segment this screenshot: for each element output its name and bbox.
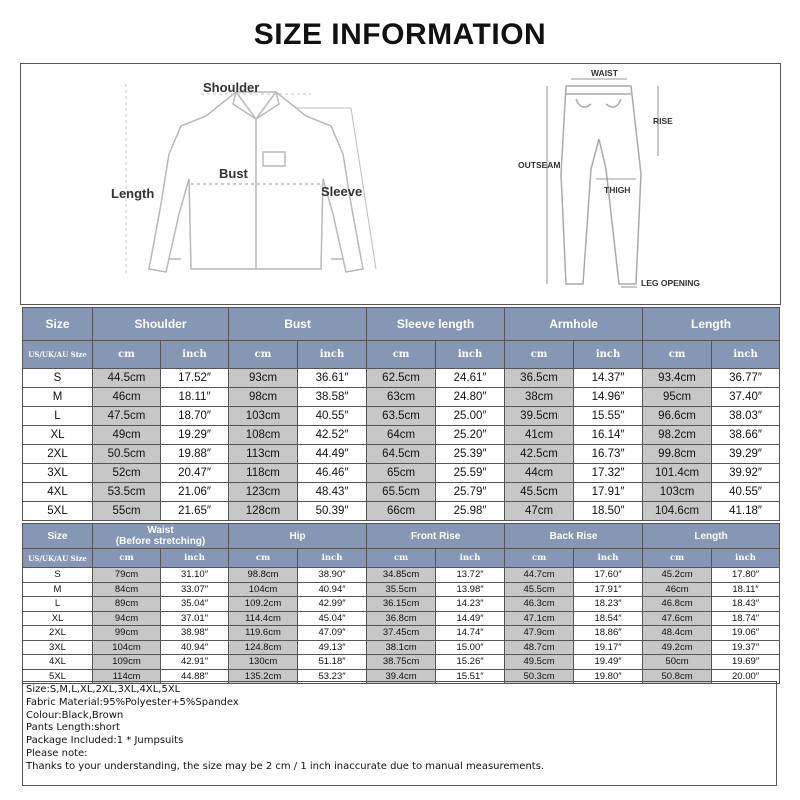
front-rise-header: Front Rise <box>367 524 505 549</box>
size-cell: 5XL <box>23 669 93 684</box>
cm-cell: 98.8cm <box>229 568 298 583</box>
inch-cell: 19.37″ <box>712 640 780 655</box>
cm-cell: 45.5cm <box>505 483 574 502</box>
table-row <box>23 640 780 655</box>
cm-cell: 119.6cm <box>229 626 298 641</box>
inch-cell: 14.37″ <box>574 369 643 388</box>
shirt-drawing <box>149 92 363 272</box>
inch-cell: 42.99″ <box>298 597 367 612</box>
inch-cell: 18.70″ <box>161 407 229 426</box>
cm-cell: 104cm <box>229 582 298 597</box>
inch-cell: 25.20″ <box>436 426 505 445</box>
inch-cell: 40.55″ <box>298 407 367 426</box>
length-header: Length <box>643 524 780 549</box>
cm-cell: 46.8cm <box>643 597 712 612</box>
garment-diagram <box>21 64 780 304</box>
inch-cell: 17.80″ <box>712 568 780 583</box>
inch-cell: 19.80″ <box>574 669 643 684</box>
inch-cell: 17.52″ <box>161 369 229 388</box>
unit-inch: inch <box>712 549 780 568</box>
cm-cell: 114.4cm <box>229 611 298 626</box>
waist-label: WAIST <box>591 68 618 78</box>
size-cell: 4XL <box>23 483 93 502</box>
cm-cell: 114cm <box>93 669 161 684</box>
unit-inch: inch <box>161 549 229 568</box>
unit-inch: inch <box>574 549 643 568</box>
cm-cell: 65cm <box>367 464 436 483</box>
table-row <box>23 388 780 407</box>
inch-cell: 51.18″ <box>298 655 367 670</box>
inch-cell: 25.00″ <box>436 407 505 426</box>
waist-header-note: (Before stretching) <box>115 536 206 547</box>
table-row <box>23 426 780 445</box>
inch-cell: 37.01″ <box>161 611 229 626</box>
inch-cell: 24.61″ <box>436 369 505 388</box>
outseam-label: OUTSEAM <box>518 160 561 170</box>
cm-cell: 66cm <box>367 502 436 521</box>
cm-cell: 99.8cm <box>643 445 712 464</box>
note-line: Size:S,M,L,XL,2XL,3XL,4XL,5XL <box>26 684 181 695</box>
cm-cell: 96.6cm <box>643 407 712 426</box>
region-size-header: US/UK/AU Size <box>23 549 93 568</box>
note-line: Thanks to your understanding, the size may be 2 cm / 1 inch inaccurate due to manual measurements. <box>26 760 545 772</box>
cm-cell: 95cm <box>643 388 712 407</box>
cm-cell: 47.9cm <box>505 626 574 641</box>
cm-cell: 113cm <box>229 445 298 464</box>
inch-cell: 19.69″ <box>712 655 780 670</box>
note-line: Package Included:1 * Jumpsuits <box>26 735 184 747</box>
unit-cm: cm <box>367 549 436 568</box>
sleeve-length-header: Sleeve length <box>367 308 505 341</box>
inch-cell: 19.29″ <box>161 426 229 445</box>
size-cell: S <box>23 568 93 583</box>
cm-cell: 64.5cm <box>367 445 436 464</box>
cm-cell: 124.8cm <box>229 640 298 655</box>
inch-cell: 18.86″ <box>574 626 643 641</box>
inch-cell: 19.49″ <box>574 655 643 670</box>
region-size-header: US/UK/AU Size <box>23 341 93 369</box>
unit-cm: cm <box>643 341 712 369</box>
inch-cell: 13.98″ <box>436 582 505 597</box>
cm-cell: 93.4cm <box>643 369 712 388</box>
cm-cell: 63cm <box>367 388 436 407</box>
size-cell: 3XL <box>23 464 93 483</box>
size-header: Size <box>23 308 93 341</box>
unit-cm: cm <box>93 341 161 369</box>
inch-cell: 44.88″ <box>161 669 229 684</box>
unit-inch: inch <box>712 341 780 369</box>
size-cell: S <box>23 369 93 388</box>
cm-cell: 47cm <box>505 502 574 521</box>
inch-cell: 18.23″ <box>574 597 643 612</box>
cm-cell: 48.4cm <box>643 626 712 641</box>
table-row <box>23 502 780 521</box>
size-cell: XL <box>23 426 93 445</box>
inch-cell: 33.07″ <box>161 582 229 597</box>
table-row <box>23 407 780 426</box>
thigh-label: THIGH <box>604 185 631 195</box>
table-row <box>23 655 780 670</box>
table-row <box>23 483 780 502</box>
cm-cell: 99cm <box>93 626 161 641</box>
inch-cell: 36.77″ <box>712 369 780 388</box>
cm-cell: 50.3cm <box>505 669 574 684</box>
unit-inch: inch <box>436 341 505 369</box>
cm-cell: 65.5cm <box>367 483 436 502</box>
cm-cell: 36.15cm <box>367 597 436 612</box>
cm-cell: 38.1cm <box>367 640 436 655</box>
cm-cell: 55cm <box>93 502 161 521</box>
top-table-body <box>23 369 780 521</box>
cm-cell: 36.5cm <box>505 369 574 388</box>
unit-inch: inch <box>298 341 367 369</box>
cm-cell: 49cm <box>93 426 161 445</box>
bottom-table-unit-header <box>23 549 780 568</box>
inch-cell: 37.40″ <box>712 388 780 407</box>
unit-cm: cm <box>93 549 161 568</box>
cm-cell: 104.6cm <box>643 502 712 521</box>
inch-cell: 15.00″ <box>436 640 505 655</box>
inch-cell: 38.03″ <box>712 407 780 426</box>
size-cell: 5XL <box>23 502 93 521</box>
inch-cell: 45.04″ <box>298 611 367 626</box>
inch-cell: 41.18″ <box>712 502 780 521</box>
inch-cell: 49.13″ <box>298 640 367 655</box>
cm-cell: 108cm <box>229 426 298 445</box>
page-title: SIZE INFORMATION <box>253 18 547 51</box>
inch-cell: 14.49″ <box>436 611 505 626</box>
inch-cell: 18.43″ <box>712 597 780 612</box>
inch-cell: 20.00″ <box>712 669 780 684</box>
cm-cell: 98.2cm <box>643 426 712 445</box>
unit-cm: cm <box>367 341 436 369</box>
cm-cell: 135.2cm <box>229 669 298 684</box>
unit-inch: inch <box>574 341 643 369</box>
cm-cell: 44.5cm <box>93 369 161 388</box>
bust-header: Bust <box>229 308 367 341</box>
inch-cell: 17.91″ <box>574 582 643 597</box>
inch-cell: 25.59″ <box>436 464 505 483</box>
inch-cell: 20.47″ <box>161 464 229 483</box>
note-line: Colour:Black,Brown <box>26 709 124 721</box>
armhole-header: Armhole <box>505 308 643 341</box>
table-row <box>23 369 780 388</box>
inch-cell: 42.91″ <box>161 655 229 670</box>
inch-cell: 35.04″ <box>161 597 229 612</box>
shoulder-label: Shoulder <box>203 80 260 95</box>
inch-cell: 21.06″ <box>161 483 229 502</box>
inch-cell: 53.23″ <box>298 669 367 684</box>
sleeve-label: Sleeve <box>321 184 363 199</box>
inch-cell: 17.91″ <box>574 483 643 502</box>
inch-cell: 14.96″ <box>574 388 643 407</box>
inch-cell: 44.49″ <box>298 445 367 464</box>
size-cell: L <box>23 407 93 426</box>
table-row <box>23 568 780 583</box>
cm-cell: 130cm <box>229 655 298 670</box>
cm-cell: 44cm <box>505 464 574 483</box>
table-row <box>23 611 780 626</box>
size-cell: M <box>23 388 93 407</box>
cm-cell: 46cm <box>93 388 161 407</box>
note-line: Please note: <box>26 747 88 759</box>
inch-cell: 36.61″ <box>298 369 367 388</box>
top-table-unit-header <box>23 341 780 369</box>
cm-cell: 41cm <box>505 426 574 445</box>
cm-cell: 35.5cm <box>367 582 436 597</box>
cm-cell: 63.5cm <box>367 407 436 426</box>
size-cell: 3XL <box>23 640 93 655</box>
rise-label: RISE <box>653 116 673 126</box>
inch-cell: 46.46″ <box>298 464 367 483</box>
cm-cell: 39.5cm <box>505 407 574 426</box>
bottom-size-table <box>22 523 780 684</box>
cm-cell: 46cm <box>643 582 712 597</box>
inch-cell: 25.98″ <box>436 502 505 521</box>
unit-cm: cm <box>505 549 574 568</box>
note-line: Fabric Material:95%Polyester+5%Spandex <box>26 696 239 708</box>
bottom-table-body <box>23 568 780 684</box>
inch-cell: 18.50″ <box>574 502 643 521</box>
top-size-table <box>22 307 780 521</box>
inch-cell: 40.94″ <box>161 640 229 655</box>
unit-cm: cm <box>643 549 712 568</box>
inch-cell: 47.09″ <box>298 626 367 641</box>
cm-cell: 50.8cm <box>643 669 712 684</box>
inch-cell: 24.80″ <box>436 388 505 407</box>
cm-cell: 52cm <box>93 464 161 483</box>
inch-cell: 40.94″ <box>298 582 367 597</box>
inch-cell: 15.51″ <box>436 669 505 684</box>
leg-opening-label: LEG OPENING <box>641 278 701 288</box>
cm-cell: 50.5cm <box>93 445 161 464</box>
cm-cell: 98cm <box>229 388 298 407</box>
inch-cell: 18.74″ <box>712 611 780 626</box>
inch-cell: 15.55″ <box>574 407 643 426</box>
cm-cell: 44.7cm <box>505 568 574 583</box>
inch-cell: 42.52″ <box>298 426 367 445</box>
cm-cell: 103cm <box>229 407 298 426</box>
cm-cell: 103cm <box>643 483 712 502</box>
inch-cell: 19.17″ <box>574 640 643 655</box>
inch-cell: 38.98″ <box>161 626 229 641</box>
length-label: Length <box>111 186 155 201</box>
hip-header: Hip <box>229 524 367 549</box>
inch-cell: 40.55″ <box>712 483 780 502</box>
inch-cell: 18.11″ <box>712 582 780 597</box>
cm-cell: 84cm <box>93 582 161 597</box>
inch-cell: 14.23″ <box>436 597 505 612</box>
inch-cell: 19.88″ <box>161 445 229 464</box>
inch-cell: 18.54″ <box>574 611 643 626</box>
cm-cell: 38.75cm <box>367 655 436 670</box>
inch-cell: 50.39″ <box>298 502 367 521</box>
cm-cell: 37.45cm <box>367 626 436 641</box>
back-rise-header: Back Rise <box>505 524 643 549</box>
inch-cell: 25.79″ <box>436 483 505 502</box>
inch-cell: 31.10″ <box>161 568 229 583</box>
inch-cell: 15.26″ <box>436 655 505 670</box>
cm-cell: 42.5cm <box>505 445 574 464</box>
table-row <box>23 626 780 641</box>
cm-cell: 109.2cm <box>229 597 298 612</box>
unit-inch: inch <box>298 549 367 568</box>
size-cell: 2XL <box>23 445 93 464</box>
unit-inch: inch <box>436 549 505 568</box>
cm-cell: 104cm <box>93 640 161 655</box>
cm-cell: 47.6cm <box>643 611 712 626</box>
inch-cell: 38.58″ <box>298 388 367 407</box>
size-cell: 4XL <box>23 655 93 670</box>
cm-cell: 79cm <box>93 568 161 583</box>
size-header: Size <box>23 524 93 549</box>
inch-cell: 13.72″ <box>436 568 505 583</box>
length-header: Length <box>643 308 780 341</box>
cm-cell: 53.5cm <box>93 483 161 502</box>
size-cell: 2XL <box>23 626 93 641</box>
cm-cell: 89cm <box>93 597 161 612</box>
unit-inch: inch <box>161 341 229 369</box>
cm-cell: 45.2cm <box>643 568 712 583</box>
inch-cell: 17.60″ <box>574 568 643 583</box>
cm-cell: 34.85cm <box>367 568 436 583</box>
cm-cell: 109cm <box>93 655 161 670</box>
inch-cell: 16.14″ <box>574 426 643 445</box>
unit-cm: cm <box>229 549 298 568</box>
measurement-illustration <box>20 63 781 305</box>
cm-cell: 64cm <box>367 426 436 445</box>
cm-cell: 39.4cm <box>367 669 436 684</box>
size-cell: L <box>23 597 93 612</box>
cm-cell: 62.5cm <box>367 369 436 388</box>
cm-cell: 94cm <box>93 611 161 626</box>
inch-cell: 25.39″ <box>436 445 505 464</box>
cm-cell: 47.1cm <box>505 611 574 626</box>
product-notes <box>22 681 777 786</box>
size-cell: XL <box>23 611 93 626</box>
table-row <box>23 464 780 483</box>
cm-cell: 49.5cm <box>505 655 574 670</box>
waist-header-label: Waist <box>147 525 174 536</box>
cm-cell: 123cm <box>229 483 298 502</box>
cm-cell: 38cm <box>505 388 574 407</box>
cm-cell: 45.5cm <box>505 582 574 597</box>
shoulder-header: Shoulder <box>93 308 229 341</box>
inch-cell: 16.73″ <box>574 445 643 464</box>
size-cell: M <box>23 582 93 597</box>
unit-cm: cm <box>229 341 298 369</box>
inch-cell: 19.06″ <box>712 626 780 641</box>
cm-cell: 47.5cm <box>93 407 161 426</box>
inch-cell: 39.29″ <box>712 445 780 464</box>
cm-cell: 46.3cm <box>505 597 574 612</box>
bust-label: Bust <box>219 166 248 181</box>
note-line: Pants Length:short <box>26 722 120 734</box>
waist-header <box>93 524 229 549</box>
cm-cell: 49.2cm <box>643 640 712 655</box>
unit-cm: cm <box>505 341 574 369</box>
cm-cell: 48.7cm <box>505 640 574 655</box>
inch-cell: 17.32″ <box>574 464 643 483</box>
cm-cell: 50cm <box>643 655 712 670</box>
inch-cell: 39.92″ <box>712 464 780 483</box>
cm-cell: 36.8cm <box>367 611 436 626</box>
top-table-group-header <box>23 308 780 341</box>
table-row <box>23 445 780 464</box>
cm-cell: 93cm <box>229 369 298 388</box>
cm-cell: 101.4cm <box>643 464 712 483</box>
inch-cell: 14.74″ <box>436 626 505 641</box>
table-row <box>23 582 780 597</box>
inch-cell: 38.66″ <box>712 426 780 445</box>
table-row <box>23 597 780 612</box>
cm-cell: 128cm <box>229 502 298 521</box>
bottom-table-group-header <box>23 524 780 549</box>
cm-cell: 118cm <box>229 464 298 483</box>
inch-cell: 48.43″ <box>298 483 367 502</box>
inch-cell: 38.90″ <box>298 568 367 583</box>
inch-cell: 18.11″ <box>161 388 229 407</box>
inch-cell: 21.65″ <box>161 502 229 521</box>
